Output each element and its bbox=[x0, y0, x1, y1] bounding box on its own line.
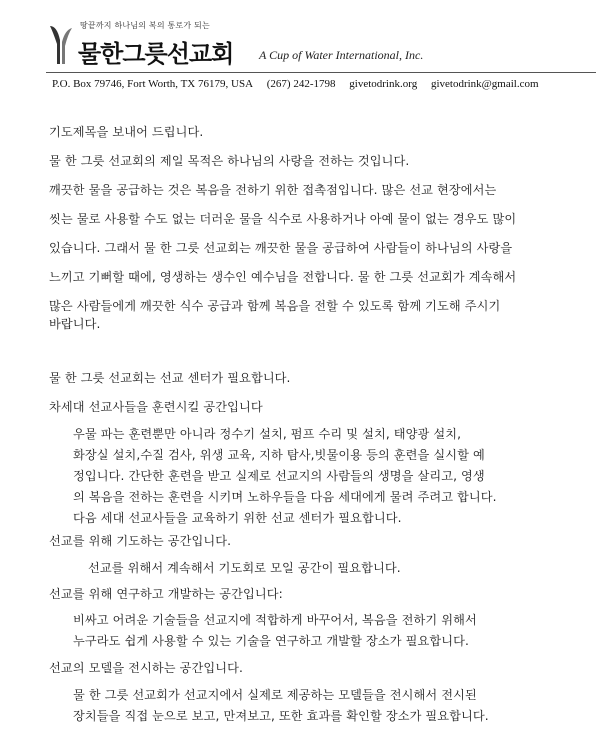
org-name-english: A Cup of Water International, Inc. bbox=[259, 48, 424, 62]
cup-of-water-logo-icon bbox=[48, 22, 74, 66]
contact-line bbox=[52, 78, 539, 90]
section-title-prayer: 선교를 위해 기도하는 공간입니다. bbox=[49, 534, 232, 548]
greeting: 기도제목을 보내어 드립니다. bbox=[49, 125, 204, 139]
phone: (267) 242-1798 bbox=[266, 78, 336, 90]
section-body-line: 장치들을 직접 눈으로 보고, 만져보고, 또한 효과를 확인할 장소가 필요합니다. bbox=[73, 709, 489, 723]
intro-paragraph-line: 느끼고 기뻐할 때에, 영생하는 생수인 예수님을 전합니다. 물 한 그릇 선교회가 계속해서 bbox=[49, 270, 517, 284]
section-title-training: 차세대 선교사들을 훈련시킬 공간입니다 bbox=[49, 400, 263, 414]
org-name-korean: 물한그릇선교회 bbox=[78, 39, 234, 68]
section-body-line: 선교를 위해서 계속해서 기도회로 모일 공간이 필요합니다. bbox=[88, 561, 401, 575]
section-body-line: 화장실 설치,수질 검사, 위생 교육, 지하 탐사,빗물이용 등의 훈련을 실시할 예 bbox=[73, 448, 485, 462]
intro-paragraph-line: 많은 사람들에게 깨끗한 식수 공급과 함께 복음을 전할 수 있도록 함께 기도해 주시기 bbox=[49, 299, 501, 313]
purpose-statement: 물 한 그릇 선교회의 제일 목적은 하나님의 사랑을 전하는 것입니다. bbox=[49, 154, 410, 168]
section-body-line: 우물 파는 훈련뿐만 아니라 정수기 설치, 펌프 수리 및 설치, 태양광 설치, bbox=[73, 427, 462, 441]
intro-paragraph-line: 바랍니다. bbox=[49, 317, 101, 331]
section-title-exhibition: 선교의 모델을 전시하는 공간입니다. bbox=[49, 661, 243, 675]
section-body-line: 누구라도 쉽게 사용할 수 있는 기술을 연구하고 개발할 장소가 필요합니다. bbox=[73, 634, 469, 648]
address: P.O. Box 79746, Fort Worth, TX 76179, USA bbox=[52, 78, 254, 90]
header-divider bbox=[46, 72, 596, 73]
section-title-research: 선교를 위해 연구하고 개발하는 공간입니다: bbox=[49, 587, 283, 601]
intro-paragraph-line: 있습니다. 그래서 물 한 그릇 선교회는 깨끗한 물을 공급하여 사람들이 하나님의 사랑을 bbox=[49, 241, 513, 255]
email-link[interactable]: givetodrink@gmail.com bbox=[430, 78, 539, 90]
center-heading: 물 한 그릇 선교회는 선교 센터가 필요합니다. bbox=[49, 371, 291, 385]
intro-paragraph-line: 깨끗한 물을 공급하는 것은 복음을 전하기 위한 접촉점입니다. 많은 선교 현장에서는 bbox=[49, 183, 497, 197]
website-link[interactable]: givetodrink.org bbox=[349, 78, 418, 90]
section-body-line: 의 복음을 전하는 훈련을 시키며 노하우들을 다음 세대에게 물려 주려고 합니다. bbox=[73, 490, 497, 504]
letterhead bbox=[48, 14, 588, 70]
tagline: 땅끝까지 하나님의 복의 통로가 되는 bbox=[80, 21, 210, 30]
intro-paragraph-line: 씻는 물로 사용할 수도 없는 더러운 물을 식수로 사용하거나 아예 물이 없는 경우도 많이 bbox=[49, 212, 517, 226]
section-body-line: 정입니다. 간단한 훈련을 받고 실제로 선교지의 사람들의 생명을 살리고, 영생 bbox=[73, 469, 485, 483]
section-body-line: 물 한 그릇 선교회가 선교지에서 실제로 제공하는 모델들을 전시해서 전시된 bbox=[73, 688, 477, 702]
section-body-line: 비싸고 어려운 기술들을 선교지에 적합하게 바꾸어서, 복음을 전하기 위해서 bbox=[73, 613, 477, 627]
section-body-line: 다음 세대 선교사들을 교육하기 위한 선교 센터가 필요합니다. bbox=[73, 511, 402, 525]
